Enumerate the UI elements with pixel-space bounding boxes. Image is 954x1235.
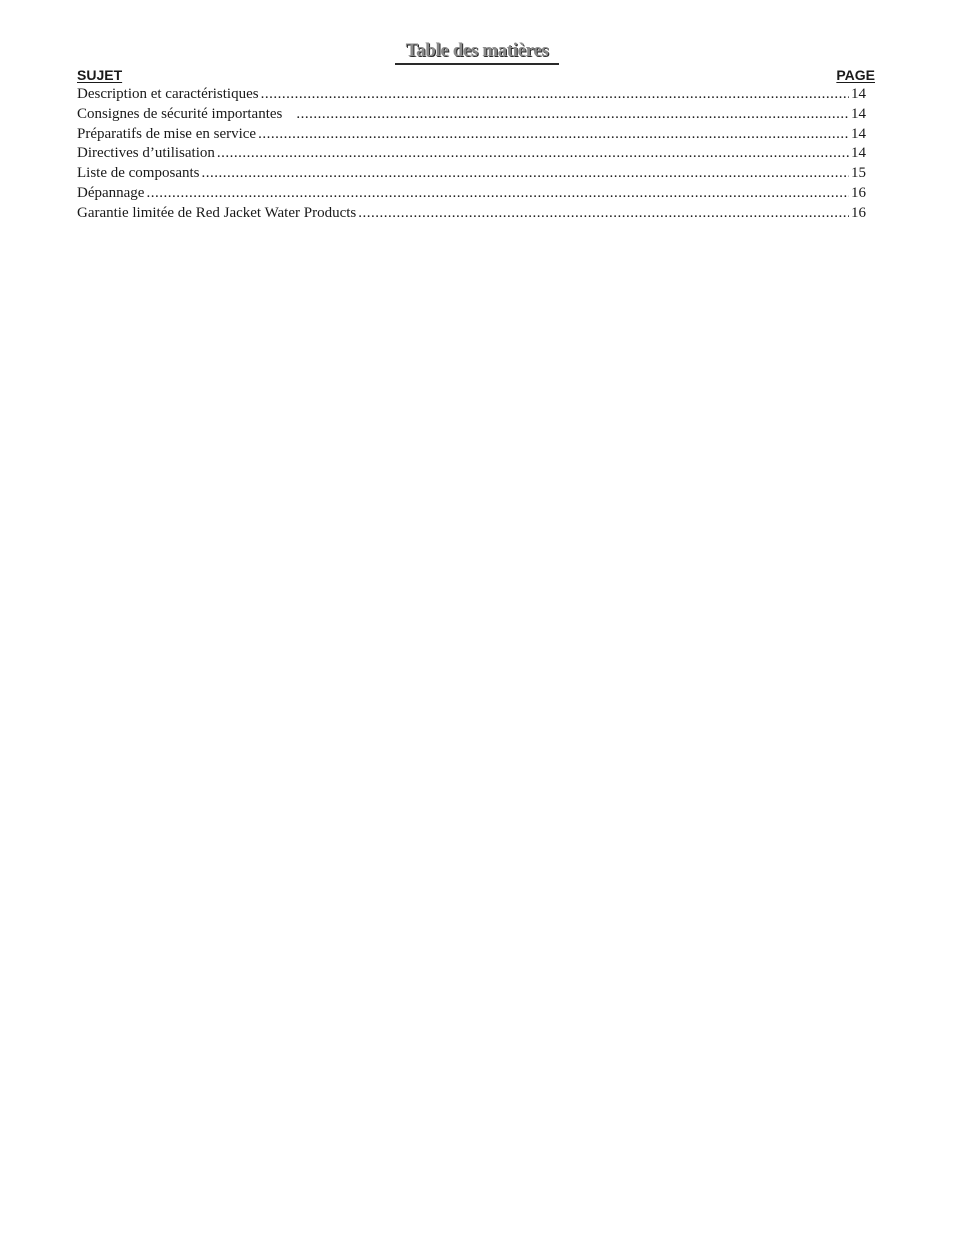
toc-entry-directives[interactable] — [77, 144, 875, 164]
toc-entry-description[interactable] — [77, 85, 875, 105]
dot-leader — [146, 184, 849, 204]
toc-header — [77, 66, 875, 85]
toc-entry-troubleshooting[interactable] — [77, 184, 875, 204]
toc-entry-label: Description et caractéristiques — [77, 86, 259, 102]
toc-entry-page: 16 — [851, 184, 866, 201]
dot-leader — [201, 164, 849, 184]
subject-column-header: SUJET — [77, 67, 123, 83]
dot-leader — [358, 204, 849, 224]
toc-entry-preparation[interactable] — [77, 125, 875, 145]
toc-entry-label: Préparatifs de mise en service — [77, 125, 257, 142]
toc-entry-label: Consignes de sécurité importantes — [77, 105, 283, 122]
page-title: Table des matières — [405, 40, 549, 61]
toc-entry-page: 15 — [851, 165, 866, 182]
toc-entry-page: 14 — [851, 86, 866, 102]
dot-leader — [258, 125, 849, 145]
toc-entry-label: Garantie limitée de Red Jacket Water Products — [77, 204, 357, 221]
toc-entry-page: 14 — [851, 145, 866, 162]
toc-entry-page: 14 — [851, 125, 866, 142]
toc-entry-label: Liste de composants — [77, 165, 200, 182]
table-of-contents — [77, 66, 875, 224]
toc-entry-page: 16 — [851, 204, 866, 221]
toc-list — [77, 85, 875, 224]
toc-entry-label: Directives d’utilisation — [77, 145, 215, 162]
dot-leader — [261, 85, 849, 105]
toc-entry-warranty[interactable] — [77, 204, 875, 224]
toc-entry-safety[interactable] — [77, 105, 875, 125]
toc-entry-components[interactable] — [77, 164, 875, 184]
dot-leader — [296, 105, 849, 125]
page-column-header: PAGE — [836, 67, 875, 83]
page-title-container — [395, 40, 559, 65]
dot-leader — [217, 144, 849, 164]
toc-entry-label: Dépannage — [77, 184, 145, 201]
toc-entry-page: 14 — [851, 105, 866, 122]
